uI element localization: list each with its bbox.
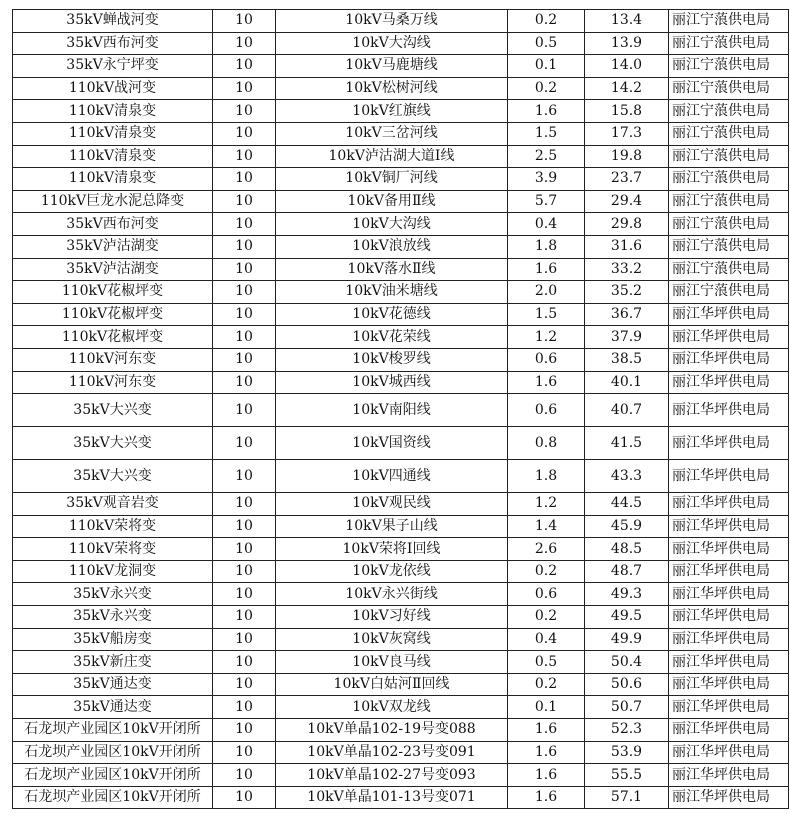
voltage-cell: 10 [213, 673, 276, 696]
length-cell: 1.5 [508, 122, 585, 145]
length-cell: 0.6 [508, 394, 585, 427]
table-row [13, 764, 789, 787]
table-row [13, 348, 789, 371]
substation-cell: 35kV大兴变 [13, 427, 213, 460]
substation-cell: 石龙坝产业园区10kV开闭所 [13, 719, 213, 742]
cumulative-cell: 49.3 [585, 583, 669, 606]
voltage-cell: 10 [213, 77, 276, 100]
line-name-cell: 10kV马桑万线 [276, 10, 508, 33]
length-cell: 0.1 [508, 696, 585, 719]
table-row [13, 77, 789, 100]
voltage-cell: 10 [213, 493, 276, 516]
table-row [13, 235, 789, 258]
line-name-cell: 10kV永兴街线 [276, 583, 508, 606]
length-cell: 0.4 [508, 628, 585, 651]
substation-cell: 110kV荣将变 [13, 538, 213, 561]
line-name-cell: 10kV落水Ⅱ线 [276, 258, 508, 281]
bureau-cell: 丽江华坪供电局 [669, 303, 789, 326]
cumulative-cell: 41.5 [585, 427, 669, 460]
substation-cell: 35kV新庄变 [13, 651, 213, 674]
voltage-cell: 10 [213, 786, 276, 809]
voltage-cell: 10 [213, 371, 276, 394]
line-name-cell: 10kV大沟线 [276, 32, 508, 55]
line-name-cell: 10kV单晶101-13号变071 [276, 786, 508, 809]
voltage-cell: 10 [213, 628, 276, 651]
table-row [13, 493, 789, 516]
line-name-cell: 10kV双龙线 [276, 696, 508, 719]
cumulative-cell: 40.1 [585, 371, 669, 394]
cumulative-cell: 48.7 [585, 560, 669, 583]
length-cell: 1.4 [508, 515, 585, 538]
line-name-cell: 10kV浪放线 [276, 235, 508, 258]
length-cell: 1.6 [508, 719, 585, 742]
length-cell: 0.2 [508, 10, 585, 33]
substation-cell: 110kV花椒坪变 [13, 326, 213, 349]
line-name-cell: 10kV三岔河线 [276, 122, 508, 145]
length-cell: 1.8 [508, 235, 585, 258]
voltage-cell: 10 [213, 258, 276, 281]
bureau-cell: 丽江宁蒗供电局 [669, 32, 789, 55]
line-name-cell: 10kV习好线 [276, 606, 508, 629]
bureau-cell: 丽江宁蒗供电局 [669, 281, 789, 304]
voltage-cell: 10 [213, 281, 276, 304]
length-cell: 0.4 [508, 213, 585, 236]
bureau-cell: 丽江宁蒗供电局 [669, 55, 789, 78]
cumulative-cell: 48.5 [585, 538, 669, 561]
table-row [13, 538, 789, 561]
voltage-cell: 10 [213, 32, 276, 55]
bureau-cell: 丽江华坪供电局 [669, 786, 789, 809]
voltage-cell: 10 [213, 122, 276, 145]
length-cell: 0.2 [508, 673, 585, 696]
length-cell: 0.6 [508, 583, 585, 606]
voltage-cell: 10 [213, 326, 276, 349]
line-name-cell: 10kV南阳线 [276, 394, 508, 427]
cumulative-cell: 50.6 [585, 673, 669, 696]
bureau-cell: 丽江华坪供电局 [669, 493, 789, 516]
voltage-cell: 10 [213, 460, 276, 493]
table-row [13, 515, 789, 538]
substation-cell: 35kV大兴变 [13, 460, 213, 493]
table-row [13, 651, 789, 674]
length-cell: 1.6 [508, 371, 585, 394]
length-cell: 2.6 [508, 538, 585, 561]
table-row [13, 213, 789, 236]
voltage-cell: 10 [213, 348, 276, 371]
length-cell: 0.5 [508, 651, 585, 674]
length-cell: 2.0 [508, 281, 585, 304]
table-row [13, 606, 789, 629]
cumulative-cell: 45.9 [585, 515, 669, 538]
bureau-cell: 丽江华坪供电局 [669, 460, 789, 493]
table-row [13, 281, 789, 304]
length-cell: 0.6 [508, 348, 585, 371]
substation-cell: 35kV蝉战河变 [13, 10, 213, 33]
table-row [13, 583, 789, 606]
substation-cell: 35kV大兴变 [13, 394, 213, 427]
cumulative-cell: 37.9 [585, 326, 669, 349]
length-cell: 0.2 [508, 560, 585, 583]
line-name-cell: 10kV国资线 [276, 427, 508, 460]
substation-cell: 110kV花椒坪变 [13, 303, 213, 326]
line-name-cell: 10kV大沟线 [276, 213, 508, 236]
bureau-cell: 丽江宁蒗供电局 [669, 258, 789, 281]
cumulative-cell: 17.3 [585, 122, 669, 145]
bureau-cell: 丽江华坪供电局 [669, 427, 789, 460]
substation-cell: 110kV河东变 [13, 348, 213, 371]
table-row [13, 696, 789, 719]
cumulative-cell: 29.4 [585, 190, 669, 213]
table-row [13, 741, 789, 764]
voltage-cell: 10 [213, 303, 276, 326]
cumulative-cell: 19.8 [585, 145, 669, 168]
line-name-cell: 10kV单晶102-27号变093 [276, 764, 508, 787]
table-row [13, 32, 789, 55]
length-cell: 1.2 [508, 326, 585, 349]
table-row [13, 394, 789, 427]
substation-cell: 35kV永兴变 [13, 606, 213, 629]
bureau-cell: 丽江华坪供电局 [669, 538, 789, 561]
bureau-cell: 丽江华坪供电局 [669, 719, 789, 742]
length-cell: 0.8 [508, 427, 585, 460]
cumulative-cell: 31.6 [585, 235, 669, 258]
length-cell: 1.6 [508, 100, 585, 123]
bureau-cell: 丽江华坪供电局 [669, 741, 789, 764]
voltage-cell: 10 [213, 145, 276, 168]
bureau-cell: 丽江华坪供电局 [669, 628, 789, 651]
cumulative-cell: 40.7 [585, 394, 669, 427]
cumulative-cell: 57.1 [585, 786, 669, 809]
substation-cell: 110kV战河变 [13, 77, 213, 100]
line-name-cell: 10kV灰窝线 [276, 628, 508, 651]
bureau-cell: 丽江华坪供电局 [669, 764, 789, 787]
bureau-cell: 丽江华坪供电局 [669, 326, 789, 349]
cumulative-cell: 49.5 [585, 606, 669, 629]
line-name-cell: 10kV果子山线 [276, 515, 508, 538]
table-row [13, 719, 789, 742]
line-name-cell: 10kV花荣线 [276, 326, 508, 349]
line-name-cell: 10kV龙依线 [276, 560, 508, 583]
length-cell: 1.2 [508, 493, 585, 516]
substation-cell: 35kV船房变 [13, 628, 213, 651]
voltage-cell: 10 [213, 427, 276, 460]
bureau-cell: 丽江华坪供电局 [669, 515, 789, 538]
table-row [13, 100, 789, 123]
table-row [13, 371, 789, 394]
bureau-cell: 丽江华坪供电局 [669, 560, 789, 583]
line-name-cell: 10kV城西线 [276, 371, 508, 394]
length-cell: 0.2 [508, 606, 585, 629]
cumulative-cell: 55.5 [585, 764, 669, 787]
cumulative-cell: 35.2 [585, 281, 669, 304]
bureau-cell: 丽江宁蒗供电局 [669, 235, 789, 258]
line-name-cell: 10kV单晶102-19号变088 [276, 719, 508, 742]
line-name-cell: 10kV单晶102-23号变091 [276, 741, 508, 764]
voltage-cell: 10 [213, 764, 276, 787]
substation-cell: 110kV清泉变 [13, 168, 213, 191]
length-cell: 0.5 [508, 32, 585, 55]
voltage-cell: 10 [213, 168, 276, 191]
line-name-cell: 10kV观民线 [276, 493, 508, 516]
substation-cell: 石龙坝产业园区10kV开闭所 [13, 786, 213, 809]
voltage-cell: 10 [213, 583, 276, 606]
table-row [13, 560, 789, 583]
bureau-cell: 丽江宁蒗供电局 [669, 77, 789, 100]
cumulative-cell: 52.3 [585, 719, 669, 742]
substation-cell: 110kV清泉变 [13, 122, 213, 145]
bureau-cell: 丽江华坪供电局 [669, 651, 789, 674]
substation-cell: 石龙坝产业园区10kV开闭所 [13, 741, 213, 764]
table-row [13, 628, 789, 651]
voltage-cell: 10 [213, 696, 276, 719]
length-cell: 1.6 [508, 258, 585, 281]
length-cell: 1.6 [508, 786, 585, 809]
table-row [13, 460, 789, 493]
substation-cell: 35kV泸沽湖变 [13, 258, 213, 281]
bureau-cell: 丽江华坪供电局 [669, 583, 789, 606]
table-row [13, 326, 789, 349]
table-row [13, 190, 789, 213]
length-cell: 5.7 [508, 190, 585, 213]
length-cell: 3.9 [508, 168, 585, 191]
cumulative-cell: 13.9 [585, 32, 669, 55]
line-name-cell: 10kV油米塘线 [276, 281, 508, 304]
cumulative-cell: 14.2 [585, 77, 669, 100]
bureau-cell: 丽江华坪供电局 [669, 673, 789, 696]
line-name-cell: 10kV红旗线 [276, 100, 508, 123]
line-name-cell: 10kV马鹿塘线 [276, 55, 508, 78]
length-cell: 1.6 [508, 764, 585, 787]
voltage-cell: 10 [213, 55, 276, 78]
voltage-cell: 10 [213, 515, 276, 538]
cumulative-cell: 23.7 [585, 168, 669, 191]
substation-cell: 35kV永兴变 [13, 583, 213, 606]
line-name-cell: 10kV铜厂河线 [276, 168, 508, 191]
table-row [13, 673, 789, 696]
voltage-cell: 10 [213, 100, 276, 123]
cumulative-cell: 49.9 [585, 628, 669, 651]
substation-line-table [12, 9, 789, 809]
line-name-cell: 10kV泸沽湖大道Ⅰ线 [276, 145, 508, 168]
table-row [13, 122, 789, 145]
cumulative-cell: 14.0 [585, 55, 669, 78]
line-name-cell: 10kV四通线 [276, 460, 508, 493]
length-cell: 1.6 [508, 741, 585, 764]
line-name-cell: 10kV松树河线 [276, 77, 508, 100]
bureau-cell: 丽江宁蒗供电局 [669, 122, 789, 145]
voltage-cell: 10 [213, 213, 276, 236]
voltage-cell: 10 [213, 538, 276, 561]
substation-cell: 石龙坝产业园区10kV开闭所 [13, 764, 213, 787]
substation-cell: 35kV永宁坪变 [13, 55, 213, 78]
line-name-cell: 10kV荣将Ⅰ回线 [276, 538, 508, 561]
length-cell: 0.1 [508, 55, 585, 78]
table-row [13, 303, 789, 326]
table-row [13, 168, 789, 191]
line-name-cell: 10kV良马线 [276, 651, 508, 674]
substation-cell: 35kV西布河变 [13, 32, 213, 55]
cumulative-cell: 43.3 [585, 460, 669, 493]
length-cell: 1.8 [508, 460, 585, 493]
cumulative-cell: 29.8 [585, 213, 669, 236]
bureau-cell: 丽江宁蒗供电局 [669, 168, 789, 191]
substation-cell: 110kV清泉变 [13, 145, 213, 168]
table-row [13, 427, 789, 460]
substation-cell: 110kV河东变 [13, 371, 213, 394]
bureau-cell: 丽江宁蒗供电局 [669, 100, 789, 123]
voltage-cell: 10 [213, 606, 276, 629]
table-row [13, 145, 789, 168]
voltage-cell: 10 [213, 190, 276, 213]
cumulative-cell: 50.4 [585, 651, 669, 674]
table-body [13, 10, 789, 809]
length-cell: 2.5 [508, 145, 585, 168]
table-row [13, 786, 789, 809]
line-name-cell: 10kV花德线 [276, 303, 508, 326]
table-row [13, 55, 789, 78]
length-cell: 0.2 [508, 77, 585, 100]
voltage-cell: 10 [213, 10, 276, 33]
table-row [13, 10, 789, 33]
substation-cell: 110kV花椒坪变 [13, 281, 213, 304]
cumulative-cell: 38.5 [585, 348, 669, 371]
bureau-cell: 丽江华坪供电局 [669, 606, 789, 629]
substation-cell: 35kV通达变 [13, 673, 213, 696]
cumulative-cell: 36.7 [585, 303, 669, 326]
line-name-cell: 10kV备用Ⅱ线 [276, 190, 508, 213]
substation-cell: 110kV巨龙水泥总降变 [13, 190, 213, 213]
line-name-cell: 10kV梭罗线 [276, 348, 508, 371]
table-row [13, 258, 789, 281]
bureau-cell: 丽江宁蒗供电局 [669, 213, 789, 236]
cumulative-cell: 33.2 [585, 258, 669, 281]
data-table-container [12, 9, 789, 809]
voltage-cell: 10 [213, 741, 276, 764]
voltage-cell: 10 [213, 651, 276, 674]
line-name-cell: 10kV白姑河Ⅱ回线 [276, 673, 508, 696]
bureau-cell: 丽江华坪供电局 [669, 348, 789, 371]
cumulative-cell: 50.7 [585, 696, 669, 719]
substation-cell: 35kV通达变 [13, 696, 213, 719]
bureau-cell: 丽江宁蒗供电局 [669, 190, 789, 213]
voltage-cell: 10 [213, 560, 276, 583]
cumulative-cell: 44.5 [585, 493, 669, 516]
substation-cell: 35kV观音岩变 [13, 493, 213, 516]
cumulative-cell: 15.8 [585, 100, 669, 123]
voltage-cell: 10 [213, 235, 276, 258]
cumulative-cell: 53.9 [585, 741, 669, 764]
bureau-cell: 丽江华坪供电局 [669, 371, 789, 394]
voltage-cell: 10 [213, 719, 276, 742]
substation-cell: 110kV龙洞变 [13, 560, 213, 583]
substation-cell: 110kV清泉变 [13, 100, 213, 123]
cumulative-cell: 13.4 [585, 10, 669, 33]
substation-cell: 110kV荣将变 [13, 515, 213, 538]
substation-cell: 35kV泸沽湖变 [13, 235, 213, 258]
length-cell: 1.5 [508, 303, 585, 326]
substation-cell: 35kV西布河变 [13, 213, 213, 236]
bureau-cell: 丽江华坪供电局 [669, 696, 789, 719]
voltage-cell: 10 [213, 394, 276, 427]
bureau-cell: 丽江宁蒗供电局 [669, 145, 789, 168]
bureau-cell: 丽江宁蒗供电局 [669, 10, 789, 33]
bureau-cell: 丽江华坪供电局 [669, 394, 789, 427]
